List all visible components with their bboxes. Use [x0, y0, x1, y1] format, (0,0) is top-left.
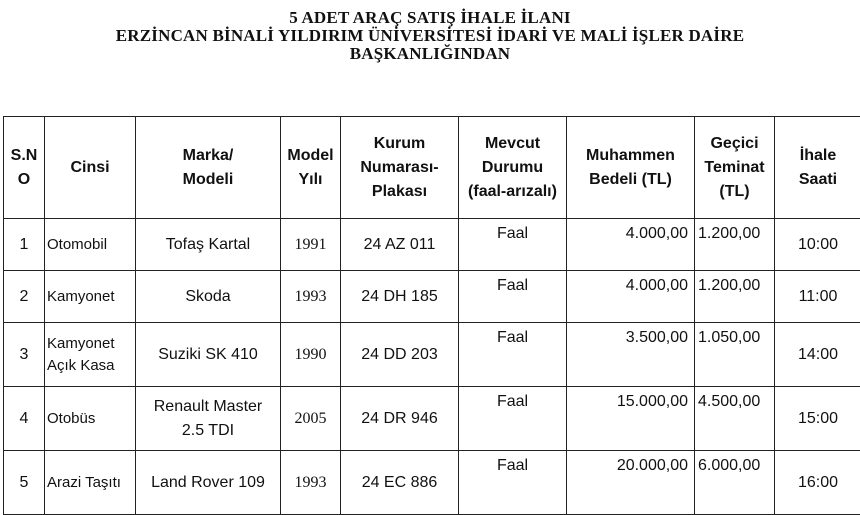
cell-sn: 3	[4, 323, 45, 387]
cell-year: 1993	[281, 271, 341, 323]
cell-sn: 5	[4, 451, 45, 515]
cell-status: Faal	[459, 387, 567, 451]
cell-brand: Skoda	[136, 271, 281, 323]
cell-guarantee: 1.200,00	[695, 219, 775, 271]
cell-year: 1991	[281, 219, 341, 271]
header-value: Muhammen Bedeli (TL)	[567, 117, 695, 219]
title-line-3: BAŞKANLIĞINDAN	[0, 45, 860, 63]
cell-status: Faal	[459, 323, 567, 387]
cell-value: 3.500,00	[567, 323, 695, 387]
cell-type: Arazi Taşıtı	[45, 451, 136, 515]
cell-status: Faal	[459, 271, 567, 323]
table-header-row	[4, 117, 860, 219]
cell-guarantee: 1.050,00	[695, 323, 775, 387]
cell-sn: 1	[4, 219, 45, 271]
cell-brand: Suziki SK 410	[136, 323, 281, 387]
cell-brand: Renault Master 2.5 TDI	[136, 387, 281, 451]
cell-plate: 24 DR 946	[341, 387, 459, 451]
table-row	[4, 387, 860, 451]
table-row	[4, 219, 860, 271]
cell-guarantee: 1.200,00	[695, 271, 775, 323]
header-plate: Kurum Numarası- Plakası	[341, 117, 459, 219]
cell-sn: 2	[4, 271, 45, 323]
cell-status: Faal	[459, 219, 567, 271]
cell-guarantee: 6.000,00	[695, 451, 775, 515]
cell-time: 16:00	[775, 451, 860, 515]
cell-time: 15:00	[775, 387, 860, 451]
header-brand: Marka/ Modeli	[136, 117, 281, 219]
cell-year: 2005	[281, 387, 341, 451]
header-year: Model Yılı	[281, 117, 341, 219]
cell-time: 14:00	[775, 323, 860, 387]
cell-plate: 24 DH 185	[341, 271, 459, 323]
cell-guarantee: 4.500,00	[695, 387, 775, 451]
document-title	[0, 9, 860, 63]
cell-time: 10:00	[775, 219, 860, 271]
table-row	[4, 451, 860, 515]
cell-plate: 24 AZ 011	[341, 219, 459, 271]
cell-value: 4.000,00	[567, 219, 695, 271]
table-row	[4, 323, 860, 387]
cell-value: 4.000,00	[567, 271, 695, 323]
header-status: Mevcut Durumu (faal-arızalı)	[459, 117, 567, 219]
title-line-1: 5 ADET ARAÇ SATIŞ İHALE İLANI	[0, 9, 860, 27]
header-guarantee: Geçici Teminat (TL)	[695, 117, 775, 219]
cell-type: Otomobil	[45, 219, 136, 271]
cell-sn: 4	[4, 387, 45, 451]
cell-plate: 24 DD 203	[341, 323, 459, 387]
header-sn: S.N O	[4, 117, 45, 219]
cell-brand: Tofaş Kartal	[136, 219, 281, 271]
cell-value: 15.000,00	[567, 387, 695, 451]
cell-type: Otobüs	[45, 387, 136, 451]
title-line-2: ERZİNCAN BİNALİ YILDIRIM ÜNİVERSİTESİ İDARİ VE MALİ İŞLER DAİRE	[0, 27, 860, 45]
header-time: İhale Saati	[775, 117, 860, 219]
cell-plate: 24 EC 886	[341, 451, 459, 515]
table-row	[4, 271, 860, 323]
cell-year: 1990	[281, 323, 341, 387]
cell-status: Faal	[459, 451, 567, 515]
cell-type: Kamyonet Açık Kasa	[45, 323, 136, 387]
cell-type: Kamyonet	[45, 271, 136, 323]
cell-brand: Land Rover 109	[136, 451, 281, 515]
cell-value: 20.000,00	[567, 451, 695, 515]
cell-time: 11:00	[775, 271, 860, 323]
cell-year: 1993	[281, 451, 341, 515]
vehicle-auction-table	[3, 116, 860, 515]
header-type: Cinsi	[45, 117, 136, 219]
